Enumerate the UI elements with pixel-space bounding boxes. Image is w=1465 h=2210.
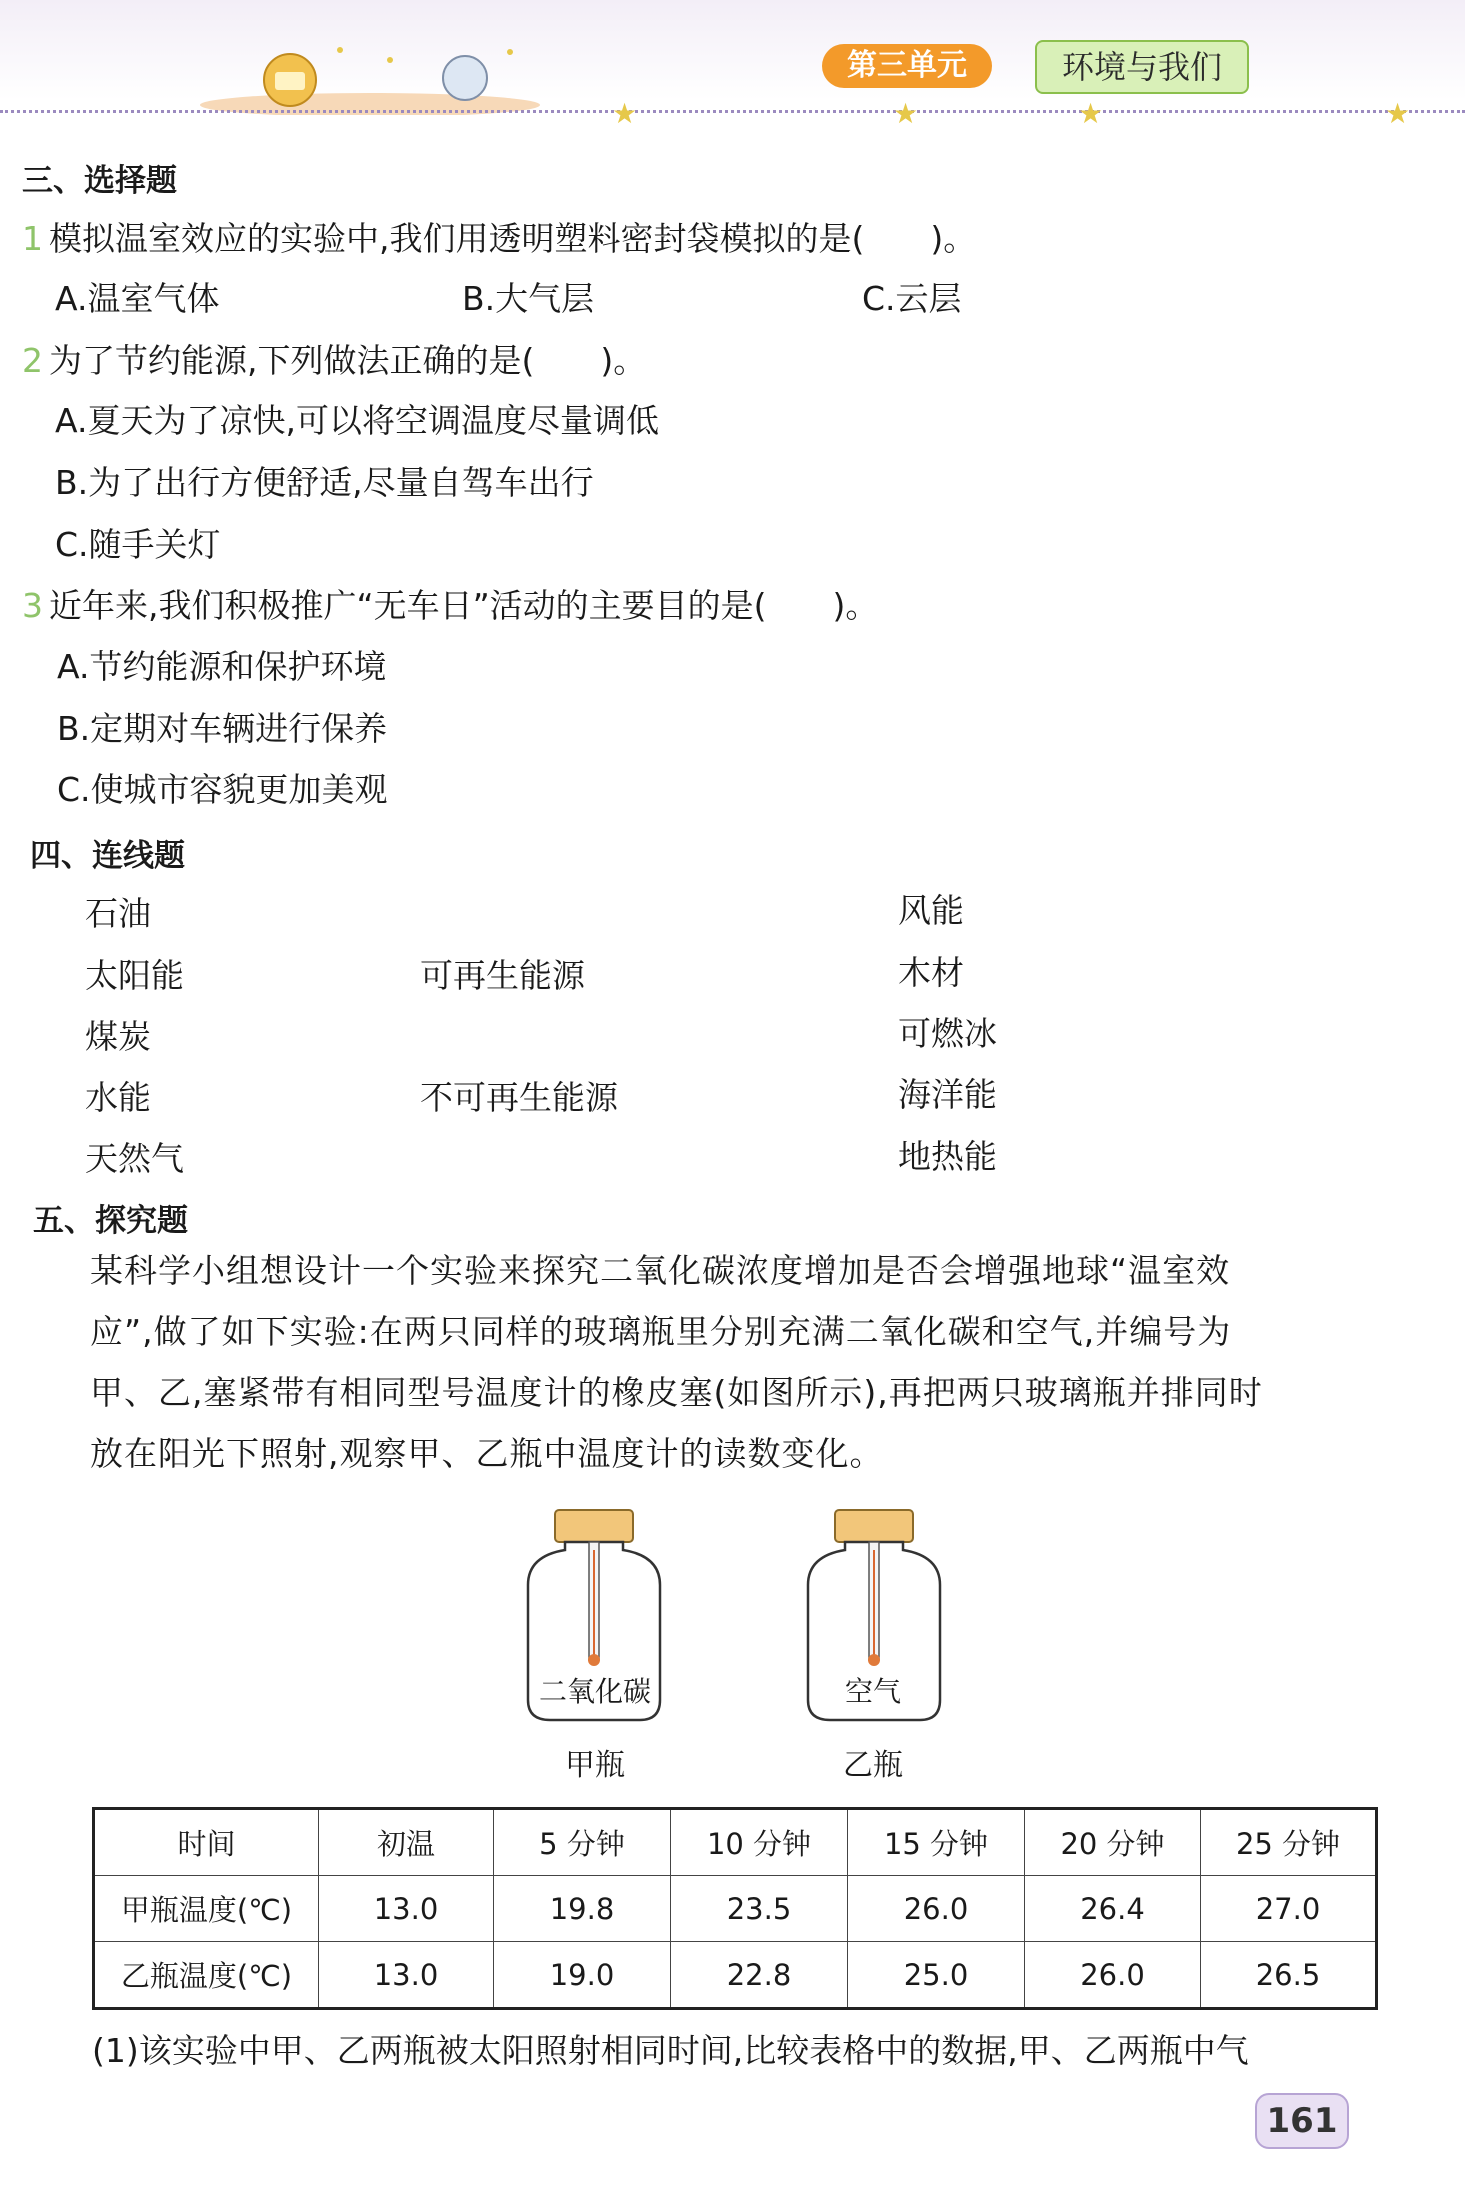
table-row [94,1942,1377,2009]
option: C.使城市容貌更加美观 [57,770,388,809]
table-header-cell: 5 分钟 [494,1809,671,1876]
match-right-item: 风能 [898,891,964,930]
table-header-cell: 20 分钟 [1025,1809,1201,1876]
question-1 [22,213,976,260]
match-right-item: 海洋能 [898,1075,997,1114]
option: C.随手关灯 [55,525,221,564]
table-cell: 22.8 [671,1942,848,2009]
header-divider [0,110,1465,113]
match-left-item: 太阳能 [85,956,184,995]
question-text: 近年来,我们积极推广“无车日”活动的主要目的是( )。 [49,586,879,625]
table-header-row [94,1809,1377,1876]
question-number: 1 [22,219,43,258]
table-cell: 26.0 [848,1876,1025,1942]
table-header-cell: 25 分钟 [1201,1809,1377,1876]
option: A.夏天为了凉快,可以将空调温度尽量调低 [55,401,659,440]
match-right-item: 地热能 [898,1137,997,1176]
table-cell: 26.5 [1201,1942,1377,2009]
table-cell: 23.5 [671,1876,848,1942]
table-cell: 27.0 [1201,1876,1377,1942]
table-cell: 25.0 [848,1942,1025,2009]
space-illustration [190,30,550,115]
bottle-a-label: 甲瓶 [565,1748,625,1783]
star-icon: ★ [893,97,919,130]
question-text: 为了节约能源,下列做法正确的是( )。 [49,341,647,380]
table-header-cell: 10 分钟 [671,1809,848,1876]
section-title-choice: 三、选择题 [22,163,177,199]
match-left-item: 水能 [85,1078,151,1117]
table-cell: 甲瓶温度(℃) [94,1876,319,1942]
match-middle-item: 不可再生能源 [420,1078,618,1117]
star-icon: ★ [1385,97,1411,130]
table-cell: 19.8 [494,1876,671,1942]
match-right-item: 木材 [898,953,964,992]
unit-title: 环境与我们 [1035,40,1249,94]
option: C.云层 [862,279,962,318]
inquiry-paragraph [90,1240,1375,1484]
bottle-b-content: 空气 [844,1675,901,1708]
table-header-cell: 初温 [319,1809,494,1876]
table-cell: 26.0 [1025,1942,1201,2009]
option: B.定期对车辆进行保养 [57,709,388,748]
question-text: 模拟温室效应的实验中,我们用透明塑料密封袋模拟的是( )。 [49,219,977,258]
table-cell: 13.0 [319,1942,494,2009]
question-number: 3 [22,586,43,625]
paragraph-line: 应”,做了如下实验:在两只同样的玻璃瓶里分别充满二氧化碳和空气,并编号为 [90,1312,1232,1351]
table-cell: 19.0 [494,1942,671,2009]
question-2 [22,335,646,382]
table-row [94,1876,1377,1942]
paragraph-line: 放在阳光下照射,观察甲、乙瓶中温度计的读数变化。 [90,1434,884,1473]
table-cell: 26.4 [1025,1876,1201,1942]
match-left-item: 石油 [85,894,151,933]
bottle-a-content: 二氧化碳 [538,1675,651,1708]
option: A.温室气体 [55,279,220,318]
star-icon: ★ [612,97,638,130]
question-number: 2 [22,341,43,380]
temperature-table [92,1807,1378,2010]
table-cell: 13.0 [319,1876,494,1942]
paragraph-line: 甲、乙,塞紧带有相同型号温度计的橡皮塞(如图所示),再把两只玻璃瓶并排同时 [90,1373,1263,1412]
match-right-item: 可燃冰 [898,1014,997,1053]
match-left-item: 煤炭 [85,1017,151,1056]
table-header-cell: 15 分钟 [848,1809,1025,1876]
sub-question-1: (1)该实验中甲、乙两瓶被太阳照射相同时间,比较表格中的数据,甲、乙两瓶中气 [92,2031,1249,2070]
option: A.节约能源和保护环境 [57,647,387,686]
match-left-item: 天然气 [85,1139,184,1178]
paragraph-line: 某科学小组想设计一个实验来探究二氧化碳浓度增加是否会增强地球“温室效 [90,1251,1231,1290]
star-icon: ★ [1078,97,1104,130]
unit-badge: 第三单元 [822,44,992,88]
option: B.为了出行方便舒适,尽量自驾车出行 [55,463,594,502]
table-cell: 乙瓶温度(℃) [94,1942,319,2009]
page-number: 161 [1255,2093,1349,2149]
table-header-cell: 时间 [94,1809,319,1876]
option: B.大气层 [462,279,595,318]
section-title-matching: 四、连线题 [30,838,185,874]
section-title-inquiry: 五、探究题 [33,1203,188,1239]
match-middle-item: 可再生能源 [420,956,585,995]
bottle-b-label: 乙瓶 [843,1748,903,1783]
question-3 [22,580,878,627]
